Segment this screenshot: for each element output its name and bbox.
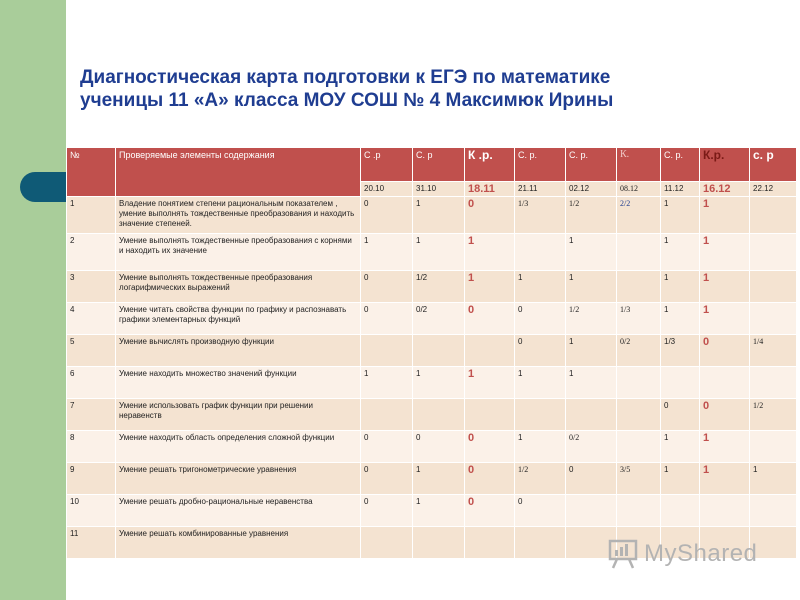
date-cell: 22.12: [750, 182, 797, 197]
header-col-3: К .р.: [465, 148, 515, 182]
row-element-text: Умение выполнять тождественные преобразования с корнями и находить их значение: [116, 234, 361, 271]
score-cell: [361, 527, 413, 559]
table-row: [67, 234, 797, 271]
row-element-text: Умение вычислять производную функции: [116, 335, 361, 367]
score-cell: 0: [661, 399, 700, 431]
score-cell: 0: [465, 431, 515, 463]
table-row: [67, 399, 797, 431]
score-cell: [465, 527, 515, 559]
row-element-text: Умение читать свойства функции по графику и распознавать графики элементарных функций: [116, 303, 361, 335]
score-cell: 1: [661, 197, 700, 234]
table-row: [67, 197, 797, 234]
score-cell: 1/2: [566, 197, 617, 234]
row-number: 5: [67, 335, 116, 367]
row-number: 6: [67, 367, 116, 399]
score-cell: 1: [361, 234, 413, 271]
row-number: 10: [67, 495, 116, 527]
score-cell: 0: [566, 463, 617, 495]
date-cell: 16.12: [700, 182, 750, 197]
score-cell: 1/4: [750, 335, 797, 367]
date-cell: 08.12: [617, 182, 661, 197]
score-cell: 0: [515, 303, 566, 335]
header-col-2: С. р: [413, 148, 465, 182]
row-element-text: Умение использовать график функции при решении неравенств: [116, 399, 361, 431]
score-cell: [465, 335, 515, 367]
score-cell: [413, 335, 465, 367]
score-cell: 0: [361, 197, 413, 234]
score-cell: 1: [413, 495, 465, 527]
score-cell: [515, 234, 566, 271]
score-cell: [750, 303, 797, 335]
table-row: [67, 367, 797, 399]
header-col-4: С. р.: [515, 148, 566, 182]
row-element-text: Умение решать комбинированные уравнения: [116, 527, 361, 559]
row-element-text: Умение находить область определения сложной функции: [116, 431, 361, 463]
date-cell: 11.12: [661, 182, 700, 197]
row-number: 4: [67, 303, 116, 335]
table-row: [67, 463, 797, 495]
score-cell: 1: [700, 271, 750, 303]
title-line-2: ученицы 11 «А» класса МОУ СОШ № 4 Максимюк Ирины: [80, 90, 614, 111]
score-cell: 1: [750, 463, 797, 495]
score-cell: 0: [465, 197, 515, 234]
score-cell: 1: [515, 271, 566, 303]
score-cell: 1: [700, 303, 750, 335]
score-cell: 0: [361, 463, 413, 495]
score-cell: 0: [700, 335, 750, 367]
score-cell: 1: [465, 234, 515, 271]
score-cell: 1: [361, 367, 413, 399]
score-cell: 3/5: [617, 463, 661, 495]
score-cell: [617, 234, 661, 271]
presentation-board-icon: [608, 539, 640, 569]
score-cell: 1: [700, 431, 750, 463]
row-number: 7: [67, 399, 116, 431]
row-number: 1: [67, 197, 116, 234]
header-col-9: с. р: [750, 148, 797, 182]
score-cell: 1: [515, 431, 566, 463]
score-cell: [617, 271, 661, 303]
score-cell: 1: [661, 431, 700, 463]
header-num: №: [67, 148, 116, 197]
score-cell: 1: [566, 271, 617, 303]
page-title: [80, 66, 780, 112]
score-cell: [617, 399, 661, 431]
table-header-row: [67, 148, 797, 182]
score-cell: 0/2: [413, 303, 465, 335]
header-col-6: К.: [617, 148, 661, 182]
score-cell: [750, 431, 797, 463]
score-cell: [413, 399, 465, 431]
watermark-text: MyShared: [644, 540, 758, 567]
score-cell: [617, 495, 661, 527]
table-row: [67, 431, 797, 463]
score-cell: 0: [465, 495, 515, 527]
score-cell: 1/3: [617, 303, 661, 335]
score-cell: [566, 495, 617, 527]
score-cell: 0: [700, 399, 750, 431]
header-col-8: К.р.: [700, 148, 750, 182]
score-cell: 1: [465, 271, 515, 303]
score-cell: 1: [566, 234, 617, 271]
score-cell: 0: [361, 495, 413, 527]
row-number: 2: [67, 234, 116, 271]
score-cell: [700, 367, 750, 399]
score-cell: [750, 234, 797, 271]
header-col-7: С. р.: [661, 148, 700, 182]
row-element-text: Владение понятием степени рациональным показателем , умение выполнять тождественные преобразования и находить значение степеней.: [116, 197, 361, 234]
score-cell: 1: [413, 234, 465, 271]
score-cell: 1: [465, 367, 515, 399]
score-cell: [515, 527, 566, 559]
score-cell: 1: [700, 197, 750, 234]
score-cell: [750, 197, 797, 234]
score-cell: 1: [413, 367, 465, 399]
table-row: [67, 271, 797, 303]
score-cell: 0: [413, 431, 465, 463]
score-cell: [361, 399, 413, 431]
score-cell: 1: [661, 271, 700, 303]
score-cell: 0: [465, 463, 515, 495]
row-number: 3: [67, 271, 116, 303]
score-cell: [661, 367, 700, 399]
score-cell: 0: [361, 271, 413, 303]
score-cell: 1: [413, 463, 465, 495]
diagnostic-table: [66, 147, 797, 559]
score-cell: [750, 367, 797, 399]
score-cell: [700, 495, 750, 527]
score-cell: 2/2: [617, 197, 661, 234]
table-row: [67, 303, 797, 335]
score-cell: [617, 431, 661, 463]
score-cell: 0/2: [617, 335, 661, 367]
date-cell: 02.12: [566, 182, 617, 197]
score-cell: [465, 399, 515, 431]
date-cell: 21.11: [515, 182, 566, 197]
row-element-text: Умение решать тригонометрические уравнения: [116, 463, 361, 495]
table-row: [67, 335, 797, 367]
table-body: [67, 148, 797, 559]
score-cell: [566, 399, 617, 431]
table-row: [67, 495, 797, 527]
score-cell: 1/3: [515, 197, 566, 234]
score-cell: [361, 335, 413, 367]
title-line-1: Диагностическая карта подготовки к ЕГЭ по математике: [80, 67, 611, 88]
score-cell: 0: [515, 335, 566, 367]
score-cell: 0: [465, 303, 515, 335]
row-element-text: Умение находить множество значений функции: [116, 367, 361, 399]
date-cell: 31.10: [413, 182, 465, 197]
score-cell: [617, 367, 661, 399]
header-col-1: С .р: [361, 148, 413, 182]
score-cell: 1: [566, 335, 617, 367]
score-cell: 1: [661, 303, 700, 335]
date-cell: 20.10: [361, 182, 413, 197]
score-cell: 1: [515, 367, 566, 399]
row-number: 11: [67, 527, 116, 559]
score-cell: [661, 495, 700, 527]
score-cell: 1: [700, 234, 750, 271]
row-element-text: Умение выполнять тождественные преобразования логарифмических выражений: [116, 271, 361, 303]
score-cell: 1/2: [566, 303, 617, 335]
row-number: 8: [67, 431, 116, 463]
score-cell: 1: [700, 463, 750, 495]
score-cell: 1: [413, 197, 465, 234]
score-cell: [750, 271, 797, 303]
score-cell: 0/2: [566, 431, 617, 463]
score-cell: 1: [661, 234, 700, 271]
watermark: [608, 539, 768, 569]
score-cell: 1/2: [750, 399, 797, 431]
score-cell: 1: [661, 463, 700, 495]
score-cell: [413, 527, 465, 559]
date-cell: 18.11: [465, 182, 515, 197]
score-cell: 1: [566, 367, 617, 399]
header-col-5: С. р.: [566, 148, 617, 182]
score-cell: 0: [515, 495, 566, 527]
score-cell: 0: [361, 431, 413, 463]
score-cell: 1/3: [661, 335, 700, 367]
score-cell: [515, 399, 566, 431]
row-number: 9: [67, 463, 116, 495]
score-cell: [750, 495, 797, 527]
header-elements: Проверяемые элементы содержания: [116, 148, 361, 197]
row-element-text: Умение решать дробно-рациональные неравенства: [116, 495, 361, 527]
score-cell: 1/2: [413, 271, 465, 303]
score-cell: 0: [361, 303, 413, 335]
score-cell: 1/2: [515, 463, 566, 495]
